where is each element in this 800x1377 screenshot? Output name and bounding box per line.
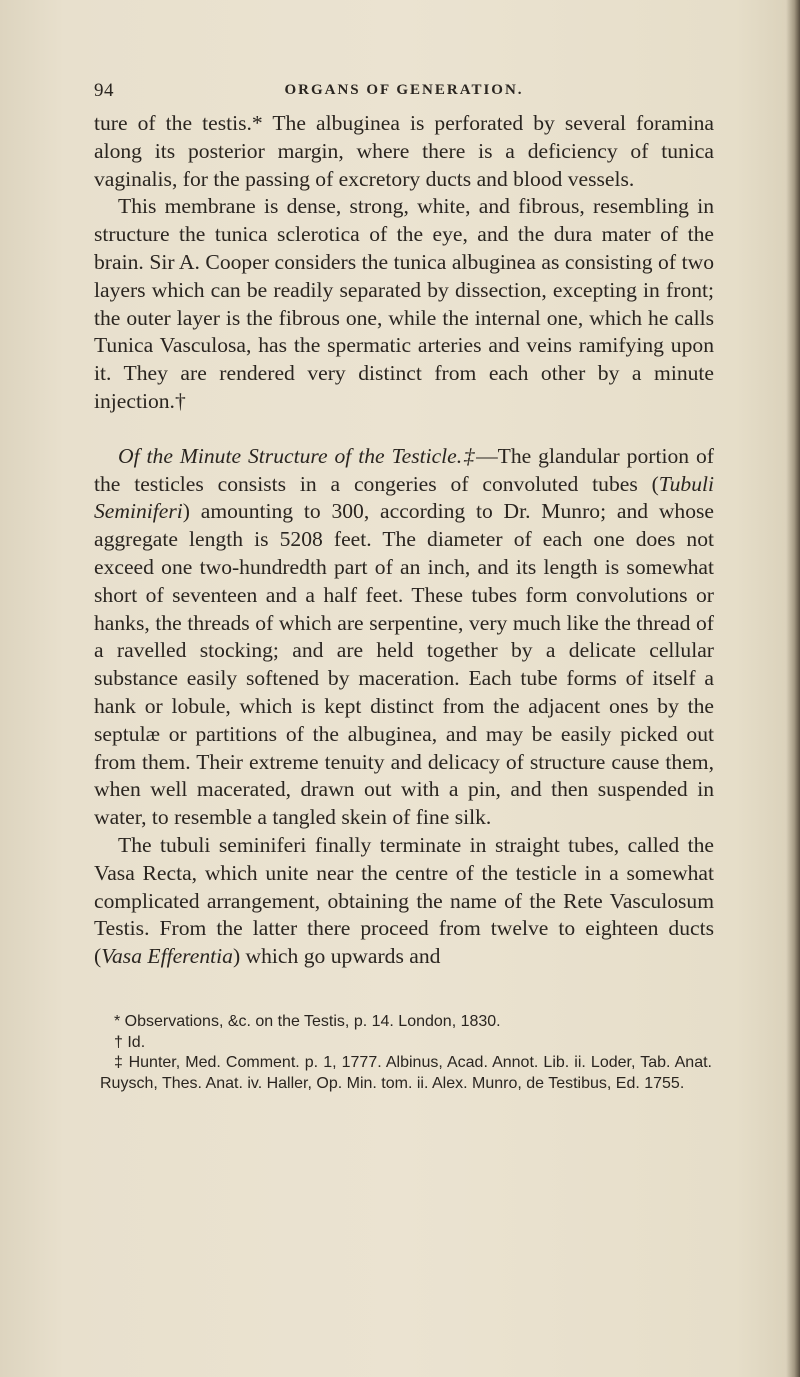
paragraph-3 xyxy=(94,443,714,832)
footnote-1: * Observations, &c. on the Testis, p. 14. London, 1830. xyxy=(114,1013,501,1030)
page-header xyxy=(94,80,714,108)
paragraph-3-text-b: ) amounting to 300, according to Dr. Munro; and whose aggregate length is 5208 feet. The diameter of each one does not exceed one two-hundredth part of an inch, and its length is somewhat short of seventeen and a half feet. These tubes form convolutions or hanks, the threads of which are serpentine, very much like the thread of a ravelled stocking; and are held together by a delicate cellular substance easily softened by maceration. Each tube forms of itself a hank or lobule, which is kept distinct from the adjacent ones by the septulæ or partitions of the albuginea, and may be easily picked out from them. Their extreme tenuity and delicacy of structure cause them, when well macerated, drawn out with a pin, and then suspended in water, to resemble a tangled skein of fine silk. xyxy=(94,499,714,830)
section-heading: Of the Minute Structure of the Testicle.‡ xyxy=(118,443,477,468)
paragraph-3-text-a: —The glandular portion of the testicles consists in a congeries of convoluted tubes ( xyxy=(94,443,714,496)
paragraph-4 xyxy=(94,832,714,971)
page-edge-shadow xyxy=(786,0,800,1377)
footnote-2: † Id. xyxy=(114,1033,146,1051)
running-head: ORGANS OF GENERATION. xyxy=(284,82,524,98)
paragraph-4-text-a: The tubuli seminiferi finally terminate in straight tubes, called the Vasa Recta, which unite near the centre of the testicle in a somewhat complicated arrangement, obtaining the name of the Rete Vasculosum Testis. From the latter there proceed from twelve to eighteen ducts ( xyxy=(94,832,714,969)
paragraph-4-text-b: ) which go upwards and xyxy=(232,944,441,969)
paragraph-2: This membrane is dense, strong, white, and fibrous, resembling in structure the tunica sclerotica of the eye, and the dura mater of the brain. Sir A. Cooper considers the tunica albuginea as consisting of two layers which can be readily separated by dissection, excepting in front; the outer layer is the fibrous one, while the internal one, which he calls Tunica Vasculosa, has the spermatic arteries and veins ramifying upon it. They are rendered very distinct from each other by a minute injection.† xyxy=(94,194,714,413)
footnote-3: ‡ Hunter, Med. Comment. p. 1, 1777. Albinus, Acad. Annot. Lib. ii. Loder, Tab. Anat. Ruysch, Thes. Anat. iv. Haller, Op. Min. tom. ii. Alex. Munro, de Testibus, Ed. 1755. xyxy=(100,1054,712,1092)
paragraph-1: ture of the testis.* The albuginea is perforated by several foramina along its posterior margin, where there is a deficiency of tunica vaginalis, for the passing of excretory ducts and blood vessels. xyxy=(94,111,714,191)
body-text xyxy=(94,110,714,971)
page-number: 94 xyxy=(94,80,114,101)
footnotes xyxy=(100,1012,712,1094)
latin-term-vasa: Vasa Efferentia xyxy=(101,944,233,969)
latin-term-tubuli: Tubuli Seminiferi xyxy=(94,471,714,524)
